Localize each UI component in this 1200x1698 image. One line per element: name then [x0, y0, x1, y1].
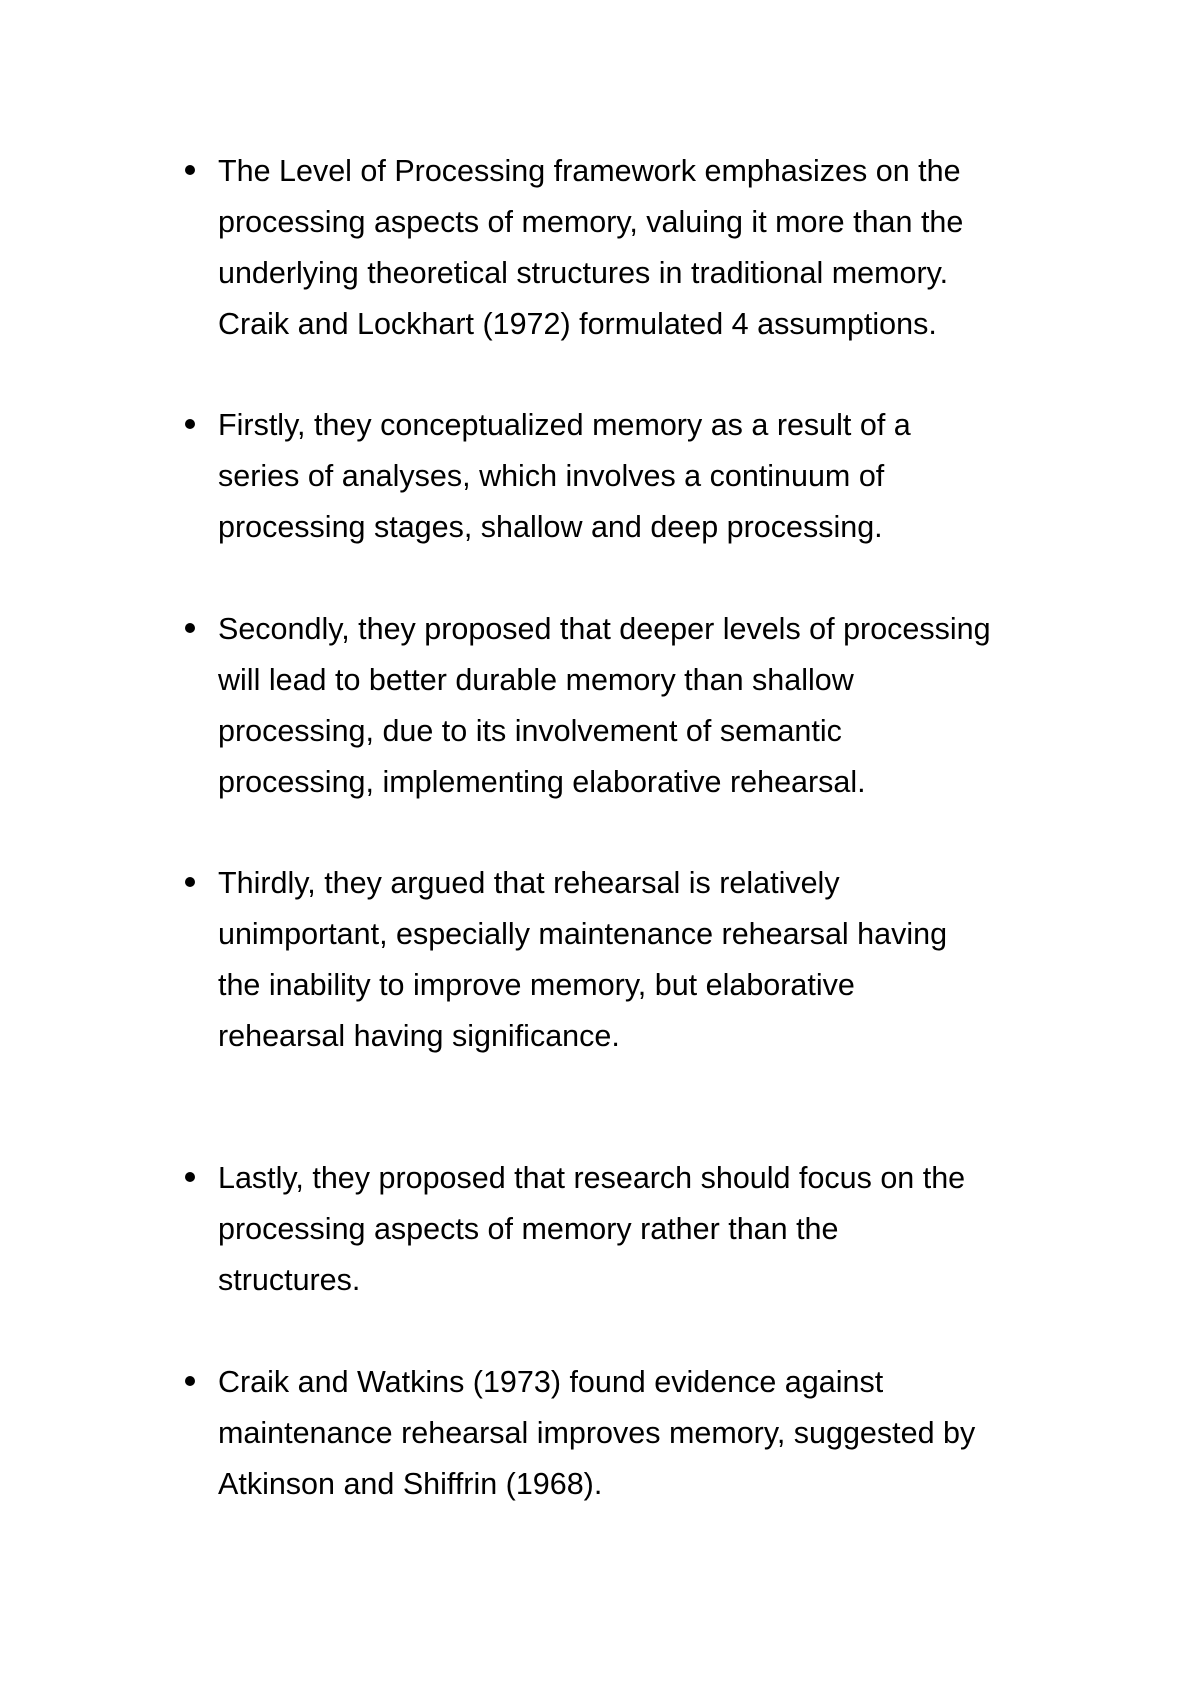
text-line: processing, implementing elaborative rehearsal.: [218, 765, 866, 799]
text-line: Craik and Lockhart (1972) formulated 4 assumptions.: [218, 307, 937, 341]
text-line: will lead to better durable memory than shallow: [218, 663, 854, 697]
bullet-dot-icon: [185, 165, 195, 175]
bullet-dot-icon: [185, 419, 195, 429]
bullet-dot-icon: [185, 623, 195, 633]
text-line: Firstly, they conceptualized memory as a result of a: [218, 408, 911, 442]
text-line: processing stages, shallow and deep processing.: [218, 510, 883, 544]
bullet-text: [218, 400, 1078, 553]
text-line: Atkinson and Shiffrin (1968).: [218, 1467, 603, 1501]
text-line: Craik and Watkins (1973) found evidence against: [218, 1365, 884, 1399]
bullet-text: [218, 604, 1078, 808]
text-line: underlying theoretical structures in traditional memory.: [218, 256, 949, 290]
text-line: the inability to improve memory, but elaborative: [218, 968, 855, 1002]
text-line: processing, due to its involvement of semantic: [218, 714, 842, 748]
text-line: Lastly, they proposed that research should focus on the: [218, 1161, 966, 1195]
text-line: processing aspects of memory rather than the: [218, 1212, 839, 1246]
text-line: rehearsal having significance.: [218, 1019, 620, 1053]
text-line: unimportant, especially maintenance rehearsal having: [218, 917, 948, 951]
text-line: structures.: [218, 1263, 361, 1297]
bullet-dot-icon: [185, 1376, 195, 1386]
text-line: series of analyses, which involves a continuum of: [218, 459, 885, 493]
text-line: processing aspects of memory, valuing it more than the: [218, 205, 964, 239]
text-line: Thirdly, they argued that rehearsal is relatively: [218, 866, 840, 900]
bullet-text: [218, 146, 1078, 350]
bullet-text: [218, 1357, 1078, 1510]
bullet-dot-icon: [185, 877, 195, 887]
text-line: The Level of Processing framework emphasizes on the: [218, 154, 961, 188]
bullet-dot-icon: [185, 1172, 195, 1182]
text-line: maintenance rehearsal improves memory, suggested by: [218, 1416, 976, 1450]
text-line: Secondly, they proposed that deeper levels of processing: [218, 612, 991, 646]
bullet-text: [218, 858, 1078, 1062]
bullet-text: [218, 1153, 1078, 1306]
